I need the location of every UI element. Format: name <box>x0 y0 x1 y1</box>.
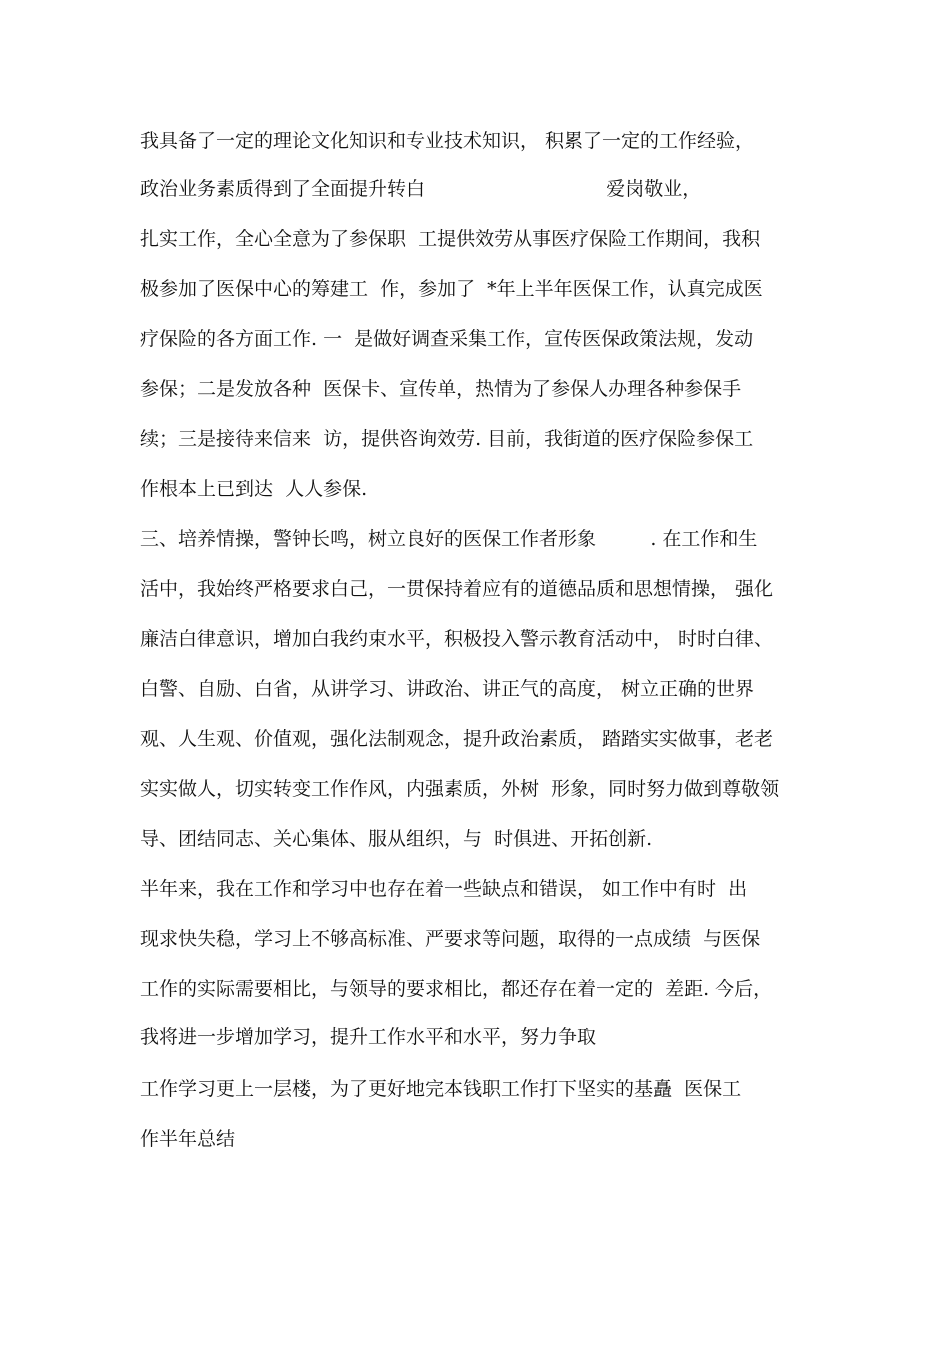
text-line-12: 白警、自励、白省，从讲学习、讲政治、讲正气的高度， 树立正确的世界 <box>140 678 755 700</box>
text-line-5: 疗保险的各方面工作. 一 是做好调查采集工作，宣传医保政策法规，发动 <box>140 328 754 350</box>
text-line-2: 政治业务素质得到了全面提升转白 爱岗敬业， <box>140 178 702 200</box>
text-line-20: 工作学习更上一层楼，为了更好地完本钱职工作打下坚实的基矗 医保工 <box>140 1078 742 1100</box>
text-line-18: 工作的实际需要相比，与领导的要求相比，都还存在着一定的 差距. 今后， <box>140 978 773 1000</box>
text-line-10: 活中，我始终严格要求白己，一贯保持着应有的道德品质和思想情操， 强化 <box>140 578 774 600</box>
text-line-9: 三、培养情操，警钟长鸣，树立良好的医保工作者形象 . 在工作和生 <box>140 528 758 550</box>
text-line-14: 实实做人，切实转变工作作风，内强素质，外树 形象，同时努力做到尊敬领 <box>140 778 780 800</box>
text-line-16: 半年来，我在工作和学习中也存在着一些缺点和错误， 如工作中有时 出 <box>140 878 748 900</box>
text-line-11: 廉洁白律意识，增加白我约束水平，积极投入警示教育活动中， 时时白律、 <box>140 628 774 650</box>
text-line-17: 现求快失稳，学习上不够高标准、严要求等问题，取得的一点成绩 与医保 <box>140 928 761 950</box>
text-line-3: 扎实工作，全心全意为了参保职 工提供效劳从事医疗保险工作期间，我积 <box>140 228 761 250</box>
text-line-4: 极参加了医保中心的筹建工 作，参加了 *年上半年医保工作，认真完成医 <box>140 278 763 300</box>
text-line-19: 我将进一步增加学习，提升工作水平和水平，努力争取 <box>140 1026 597 1048</box>
text-line-15: 导、团结同志、关心集体、服从组织，与 时俱进、开拓创新. <box>140 828 653 850</box>
text-line-1: 我具备了一定的理论文化知识和专业技术知识， 积累了一定的工作经验， <box>140 130 755 152</box>
text-line-13: 观、人生观、价值观，强化法制观念，提升政治素质， 踏踏实实做事，老老 <box>140 728 774 750</box>
text-line-7: 续；三是接待来信来 访，提供咨询效劳. 目前，我街道的医疗保险参保工 <box>140 428 754 450</box>
text-line-21: 作半年总结 <box>140 1128 236 1150</box>
text-line-6: 参保；二是发放各种 医保卡、宣传单，热情为了参保人办理各种参保手 <box>140 378 742 400</box>
text-line-8: 作根本上已到达 人人参保. <box>140 478 368 500</box>
